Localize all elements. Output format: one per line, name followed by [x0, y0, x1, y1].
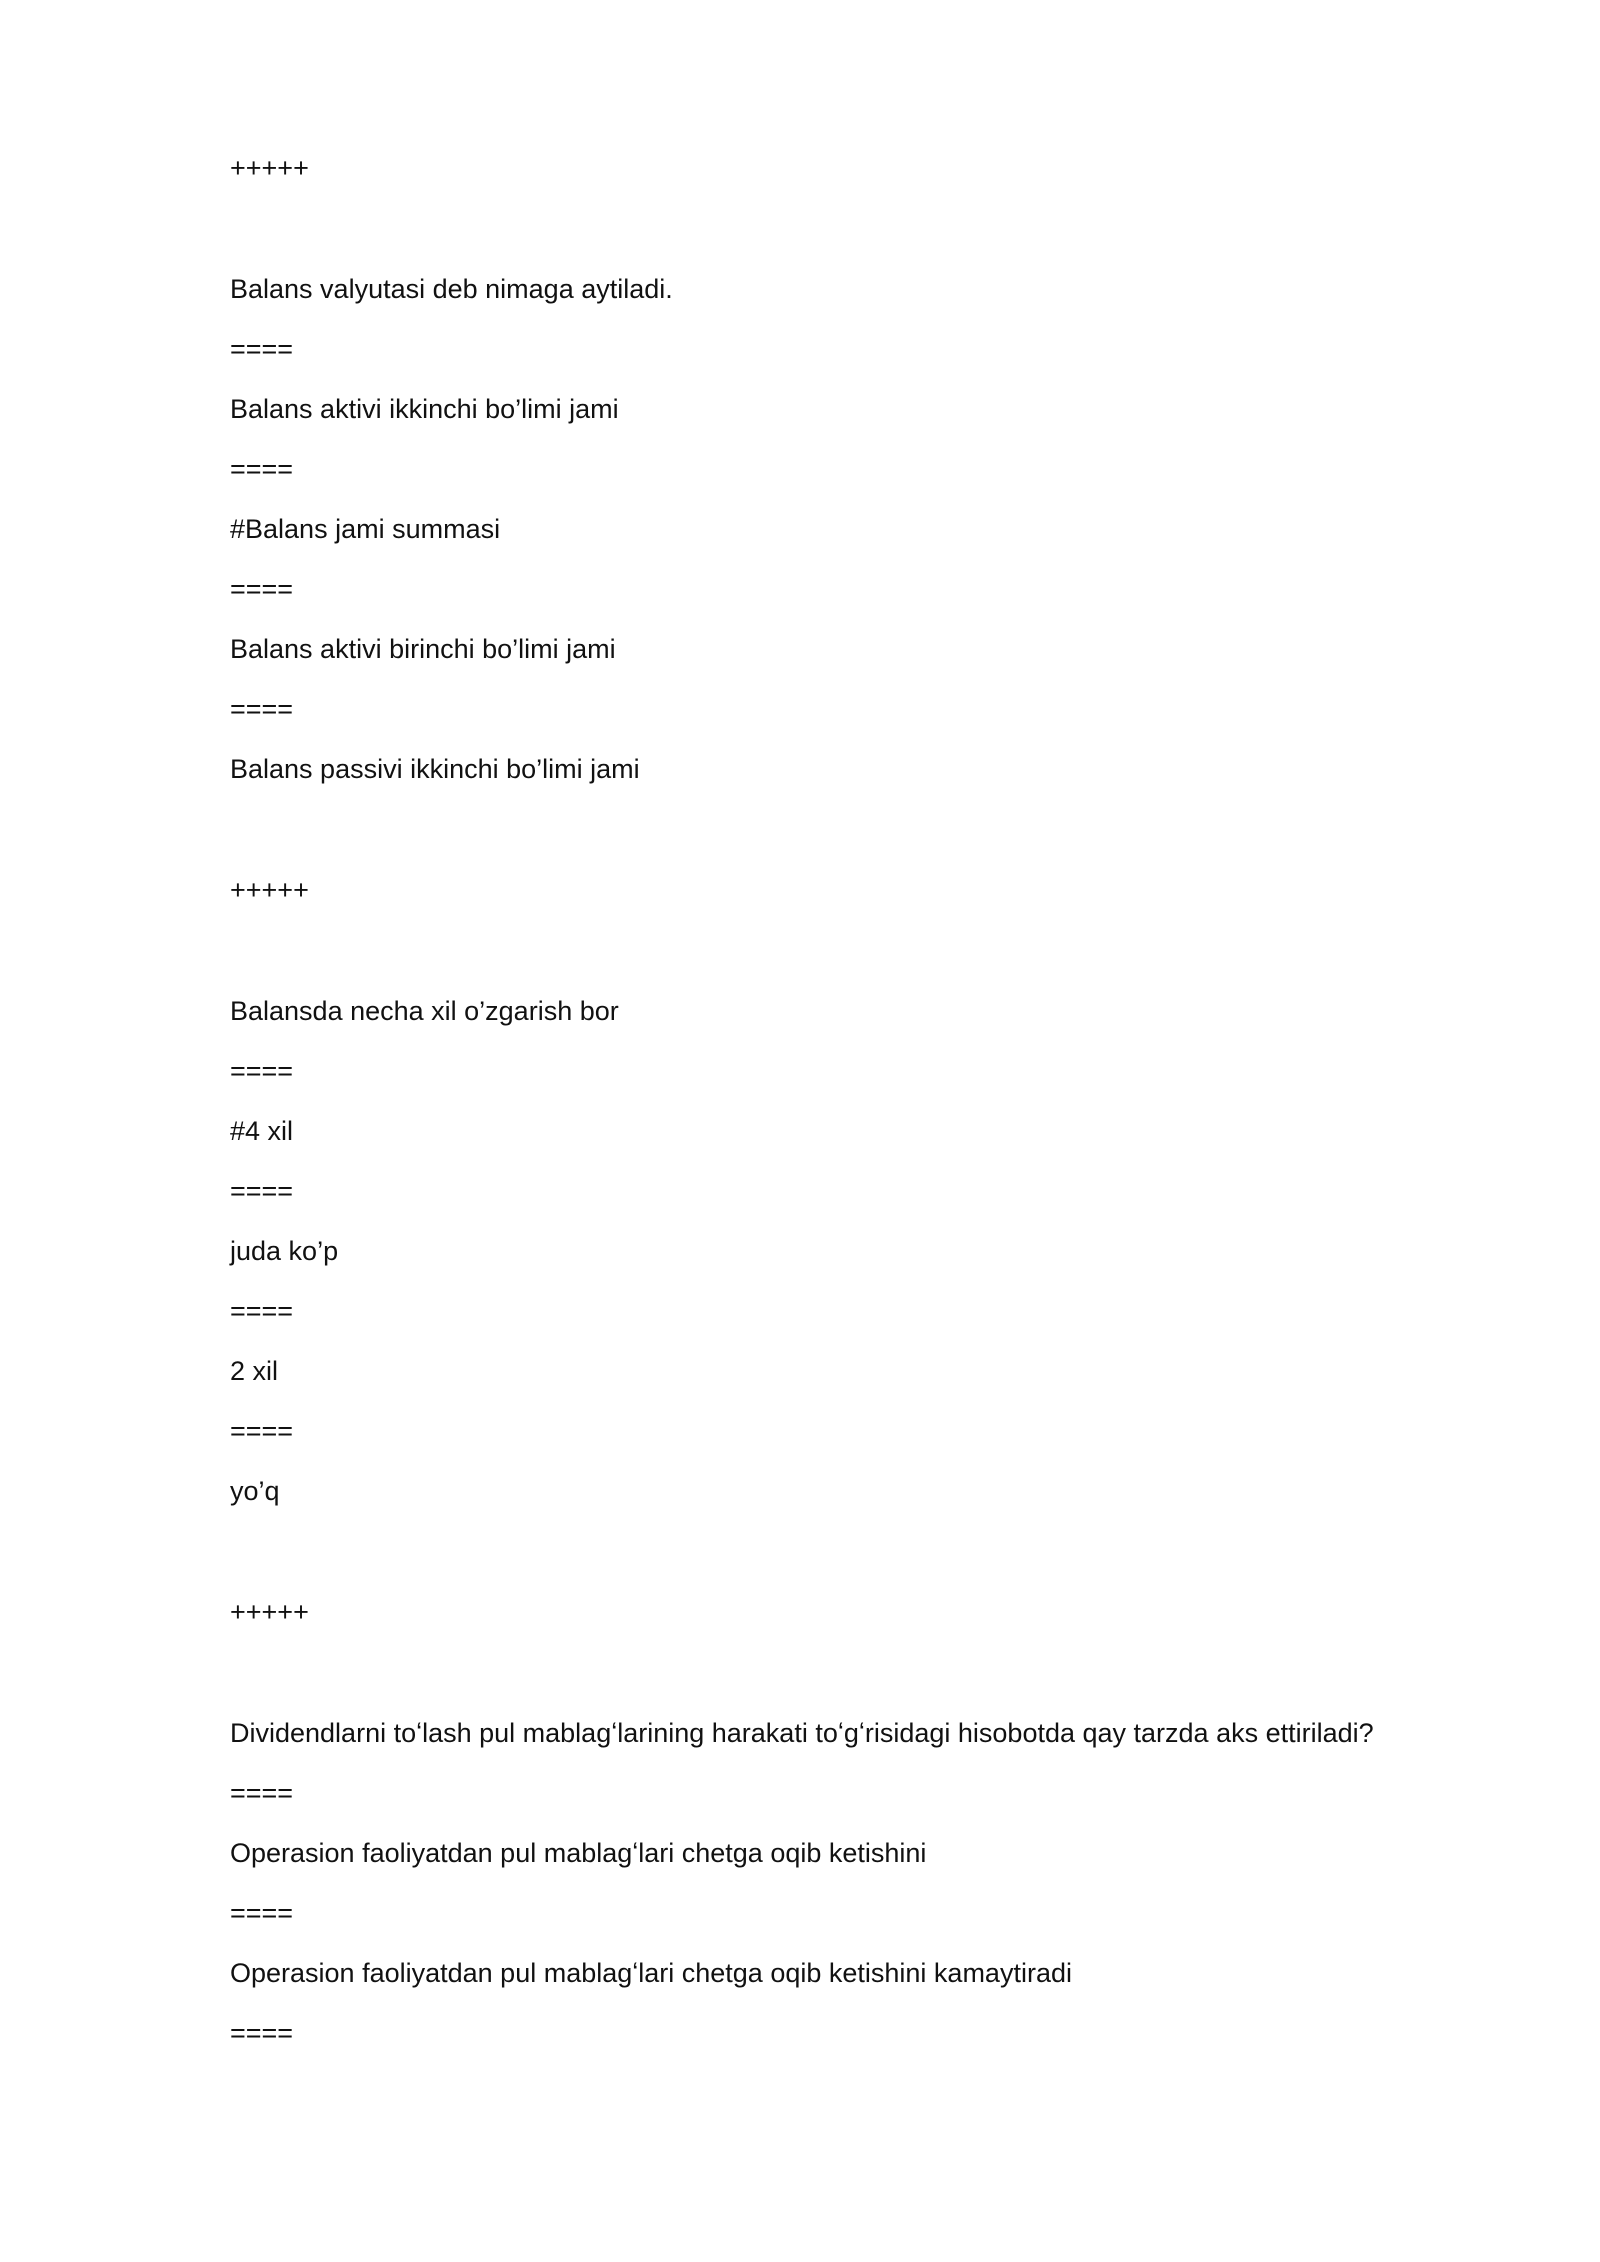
option-text: juda ko’p: [230, 1236, 339, 1266]
option-text: #Balans jami summasi: [230, 514, 501, 544]
option-text: Balans aktivi birinchi bo’limi jami: [230, 634, 616, 664]
option-separator: ====: [230, 1176, 294, 1206]
option-separator: ====: [230, 334, 294, 364]
question-text: Dividendlarni toʻlash pul mablagʻlarining harakati toʻgʻrisidagi hisobotda qay tarzda aks ettiriladi?: [230, 1718, 1374, 1748]
option-separator: ====: [230, 574, 294, 604]
option-separator: ====: [230, 1056, 294, 1086]
option-separator: ====: [230, 1296, 294, 1326]
option-separator: ====: [230, 694, 294, 724]
document-content: [230, 150, 1460, 2075]
option-text: Operasion faoliyatdan pul mablagʻlari chetga oqib ketishini: [230, 1838, 927, 1868]
question-text: Balans valyutasi deb nimaga aytiladi.: [230, 274, 673, 304]
option-text: Balans aktivi ikkinchi bo’limi jami: [230, 394, 619, 424]
option-separator: ====: [230, 1416, 294, 1446]
option-text: 2 xil: [230, 1356, 279, 1386]
block-separator: +++++: [230, 153, 309, 183]
block-separator: +++++: [230, 875, 309, 905]
option-text: Balans passivi ikkinchi bo’limi jami: [230, 754, 640, 784]
question-text: Balansda necha xil o’zgarish bor: [230, 996, 619, 1026]
option-separator: ====: [230, 2018, 294, 2048]
option-text: yo’q: [230, 1476, 280, 1506]
option-separator: ====: [230, 454, 294, 484]
option-text: #4 xil: [230, 1116, 294, 1146]
block-separator: +++++: [230, 1597, 309, 1627]
option-separator: ====: [230, 1778, 294, 1808]
option-separator: ====: [230, 1898, 294, 1928]
option-text: Operasion faoliyatdan pul mablagʻlari chetga oqib ketishini kamaytiradi: [230, 1958, 1072, 1988]
